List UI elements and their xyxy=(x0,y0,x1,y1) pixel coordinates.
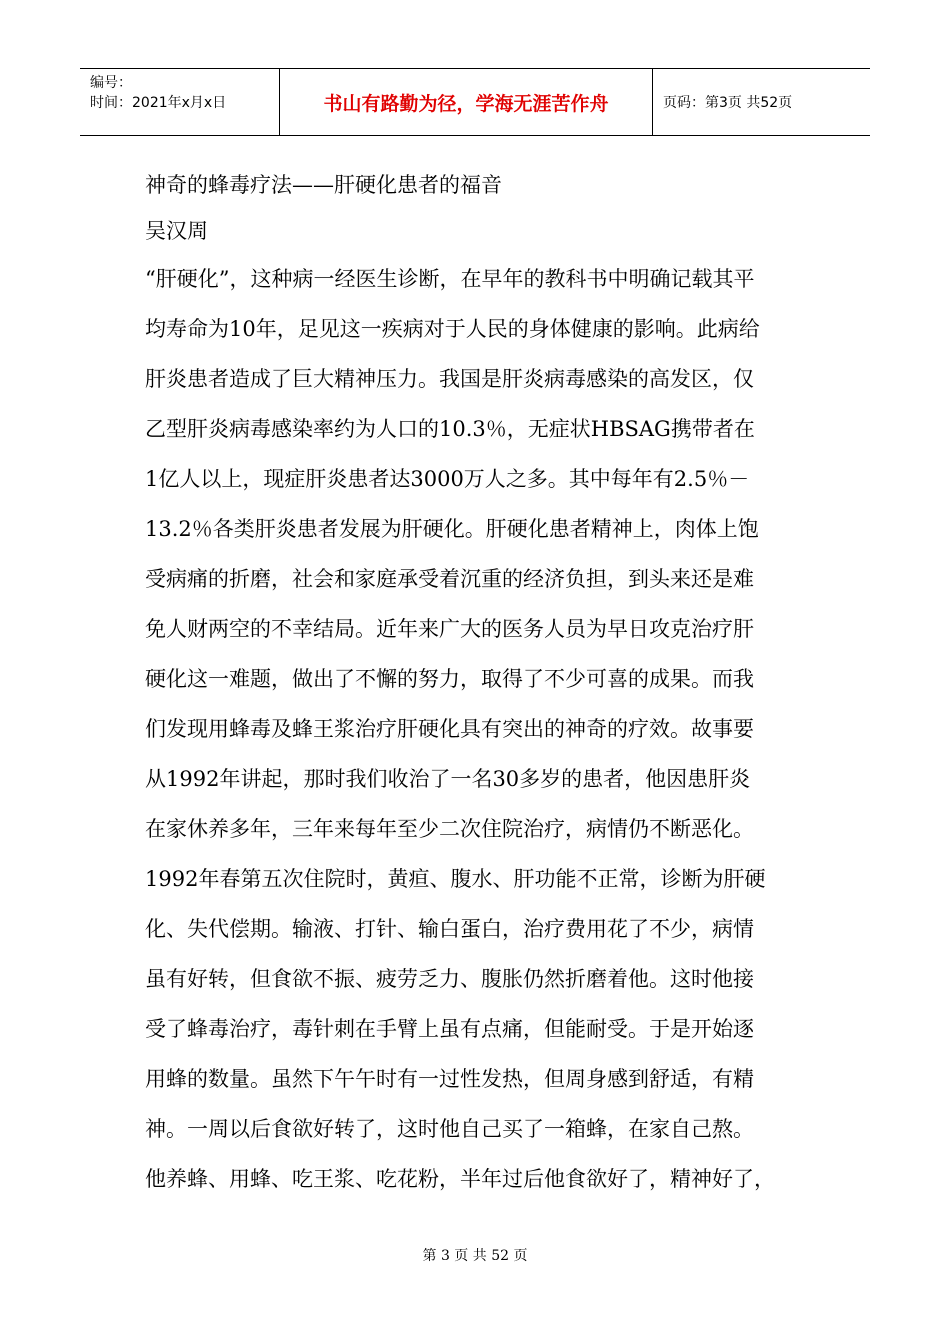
document-date-label: 时间：2021年x月x日 xyxy=(90,95,227,111)
header-meta xyxy=(80,69,280,135)
paragraph-line: 们发现用蜂毒及蜂王浆治疗肝硬化具有突出的神奇的疗效。故事要 xyxy=(145,717,754,741)
paragraph-line: 免人财两空的不幸结局。近年来广大的医务人员为早日攻克治疗肝 xyxy=(145,617,754,641)
paragraph-line: 硬化这一难题，做出了不懈的努力，取得了不少可喜的成果。而我 xyxy=(145,667,754,691)
paragraph-line: 虽有好转，但食欲不振、疲劳乏力、腹胀仍然折磨着他。这时他接 xyxy=(145,967,754,991)
paragraph-line: 他养蜂、用蜂、吃王浆、吃花粉，半年过后他食欲好了，精神好了， xyxy=(145,1167,775,1191)
page-header xyxy=(80,68,870,136)
paragraph-line: 受病痛的折磨，社会和家庭承受着沉重的经济负担，到头来还是难 xyxy=(145,567,754,591)
paragraph-line: 均寿命为10年，足见这一疾病对于人民的身体健康的影响。此病给 xyxy=(145,317,760,341)
paragraph-line: “肝硬化”，这种病一经医生诊断，在早年的教科书中明确记载其平 xyxy=(145,267,755,291)
paragraph-line: 神。一周以后食欲好转了，这时他自己买了一箱蜂，在家自己熬。 xyxy=(145,1117,754,1141)
paragraph-line: 在家休养多年，三年来每年至少二次住院治疗，病情仍不断恶化。 xyxy=(145,817,754,841)
paragraph-line: 乙型肝炎病毒感染率约为人口的10.3％，无症状HBSAG携带者在 xyxy=(145,417,755,441)
paragraph-line: 从1992年讲起，那时我们收治了一名30多岁的患者，他因患肝炎 xyxy=(145,767,751,791)
paragraph-line: 1亿人以上，现症肝炎患者达3000万人之多。其中每年有2.5％－ xyxy=(145,467,750,491)
article-body xyxy=(145,162,815,1204)
article-title: 神奇的蜂毒疗法——肝硬化患者的福音 xyxy=(145,173,502,197)
header-page-info: 页码：第3页 共52页 xyxy=(663,95,793,111)
paragraph-line: 1992年春第五次住院时，黄疸、腹水、肝功能不正常，诊断为肝硬 xyxy=(145,867,766,891)
article-author: 吴汉周 xyxy=(145,219,208,243)
paragraph-line: 肝炎患者造成了巨大精神压力。我国是肝炎病毒感染的高发区，仅 xyxy=(145,367,754,391)
paragraph-line: 受了蜂毒治疗，毒针刺在手臂上虽有点痛，但能耐受。于是开始逐 xyxy=(145,1017,754,1041)
paragraph-line: 化、失代偿期。输液、打针、输白蛋白，治疗费用花了不少，病情 xyxy=(145,917,754,941)
article-paragraph xyxy=(145,254,815,1204)
paragraph-line: 用蜂的数量。虽然下午午时有一过性发热，但周身感到舒适，有精 xyxy=(145,1067,754,1091)
paragraph-line: 13.2％各类肝炎患者发展为肝硬化。肝硬化患者精神上，肉体上饱 xyxy=(145,517,759,541)
document-number-label: 编号： xyxy=(90,75,132,91)
page-footer: 第 3 页 共 52 页 xyxy=(422,1248,528,1264)
header-motto: 书山有路勤为径，学海无涯苦作舟 xyxy=(280,69,653,135)
